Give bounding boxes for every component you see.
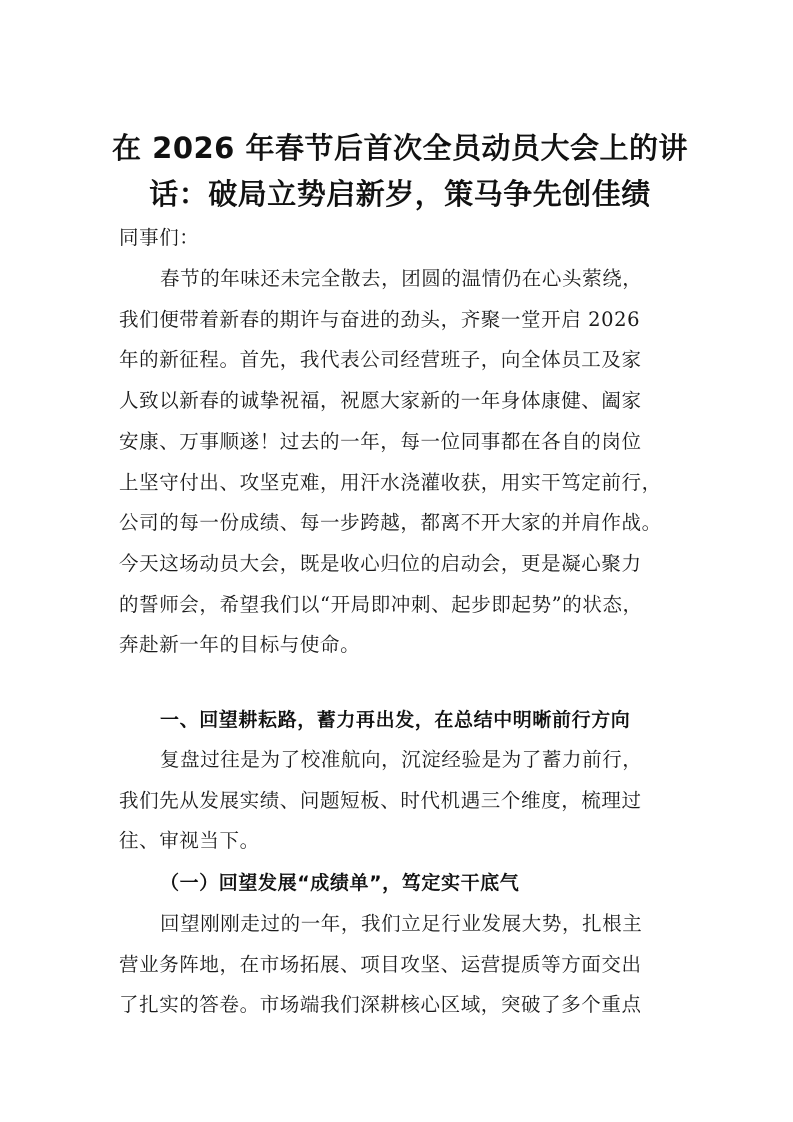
- paragraph-line: 往、审视当下。: [119, 829, 260, 853]
- paragraph-review: [119, 740, 679, 862]
- paragraph-line: 年的新征程。首先，我代表公司经营班子，向全体员工及家: [119, 348, 642, 372]
- paragraph-line: 了扎实的答卷。市场端我们深耕核心区域，突破了多个重点: [119, 993, 642, 1017]
- paragraph-line: 我们便带着新春的期许与奋进的劲头，齐聚一堂开启 2026: [119, 307, 641, 331]
- paragraph-line: 今天这场动员大会，既是收心归位的启动会，更是凝心聚力: [119, 551, 642, 575]
- paragraph-line: 回望刚刚走过的一年，我们立足行业发展大势，扎根主: [160, 912, 643, 935]
- paragraph-line: 安康、万事顺遂！过去的一年，每一位同事都在各自的岗位: [119, 429, 642, 453]
- paragraph-line: 上坚守付出、攻坚克难，用汗水浇灌收获，用实干笃定前行，: [119, 470, 662, 494]
- document-title-line-1: 在 2026 年春节后首次全员动员大会上的讲: [112, 131, 688, 165]
- paragraph-line: 我们先从发展实绩、问题短板、时代机遇三个维度，梳理过: [119, 788, 642, 812]
- document-title-line-2: 话：破局立势启新岁，策马争先创佳绩: [149, 177, 651, 211]
- paragraph-achievements: [119, 904, 679, 1026]
- greeting: 同事们：: [119, 226, 200, 249]
- paragraph-line: 营业务阵地，在市场拓展、项目攻坚、运营提质等方面交出: [119, 952, 642, 976]
- paragraph-line: 奔赴新一年的目标与使命。: [119, 633, 361, 657]
- paragraph-line: 复盘过往是为了校准航向，沉淀经验是为了蓄力前行，: [160, 748, 643, 771]
- section-heading-1: 一、回望耕耘路，蓄力再出发，在总结中明晰前行方向: [160, 709, 631, 731]
- paragraph-line: 公司的每一份成绩、每一步跨越，都离不开大家的并肩作战。: [119, 511, 662, 535]
- paragraph-opening: [119, 259, 679, 666]
- subsection-heading-1: （一）回望发展“成绩单”，笃定实干底气: [160, 872, 520, 894]
- paragraph-line: 人致以新春的诚挚祝福，祝愿大家新的一年身体康健、阖家: [119, 389, 642, 413]
- paragraph-line: 春节的年味还未完全散去，团圆的温情仍在心头萦绕，: [160, 267, 643, 290]
- paragraph-line: 的誓师会，希望我们以“开局即冲刺、起步即起势”的状态，: [119, 592, 643, 616]
